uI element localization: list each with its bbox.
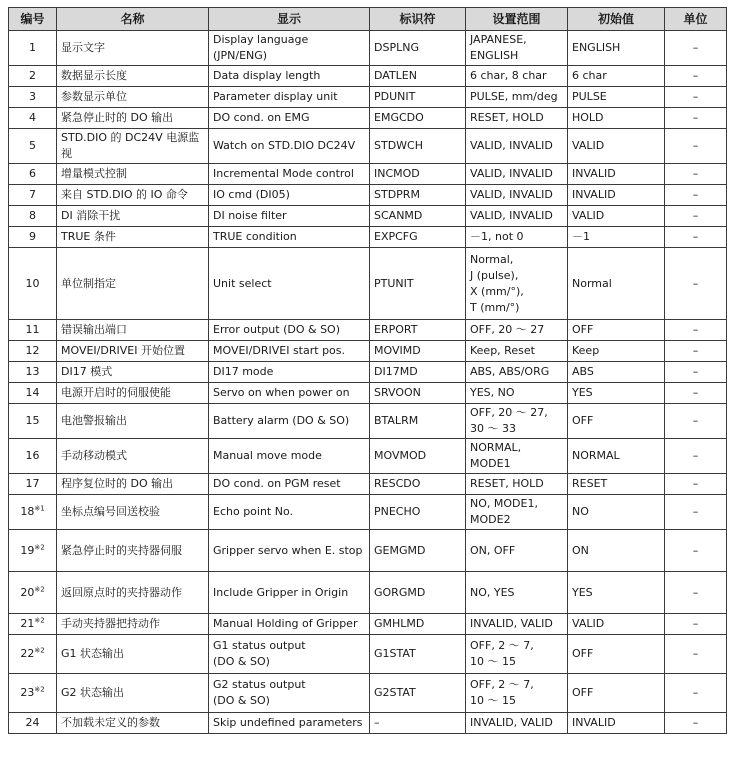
row-footnote-mark: ※1 [34, 504, 45, 513]
row-unit: – [665, 341, 727, 362]
row-setting-range [466, 635, 568, 674]
row-display: Echo point No. [209, 495, 370, 530]
row-setting-range: NO, YES [466, 572, 568, 614]
row-number-value: 12 [25, 344, 40, 357]
row-number-value: 8 [29, 209, 36, 222]
row-number-value: 17 [25, 477, 40, 490]
row-initial-value: RESET [568, 474, 665, 495]
row-initial-value: ENGLISH [568, 31, 665, 66]
row-setting-range: RESET, HOLD [466, 474, 568, 495]
row-setting-range: ON, OFF [466, 530, 568, 572]
row-initial-value: INVALID [568, 164, 665, 185]
row-display: DO cond. on EMG [209, 108, 370, 129]
row-setting-range-line: 30 ～ 33 [470, 422, 516, 435]
row-display-line: (DO & SO) [213, 655, 270, 668]
row-number-value: 21 [20, 617, 35, 630]
table-row [9, 164, 727, 185]
table-row [9, 674, 727, 713]
row-setting-range: VALID, INVALID [466, 164, 568, 185]
row-number-value: 13 [25, 365, 40, 378]
row-setting-range: INVALID, VALID [466, 713, 568, 734]
row-unit: – [665, 383, 727, 404]
row-number-value: 14 [25, 386, 40, 399]
row-setting-range: YES, NO [466, 383, 568, 404]
row-initial-value: Normal [568, 248, 665, 320]
table-row [9, 341, 727, 362]
row-unit: – [665, 164, 727, 185]
row-number-value: 6 [29, 167, 36, 180]
table-row [9, 227, 727, 248]
row-identifier: EXPCFG [370, 227, 466, 248]
table-row [9, 108, 727, 129]
row-number [9, 362, 57, 383]
row-identifier: GORGMD [370, 572, 466, 614]
row-footnote-mark: ※2 [34, 616, 45, 625]
table-row [9, 635, 727, 674]
row-number-value: 4 [29, 111, 36, 124]
row-setting-range: RESET, HOLD [466, 108, 568, 129]
row-unit: – [665, 713, 727, 734]
row-name: 显示文字 [57, 31, 209, 66]
row-unit: – [665, 674, 727, 713]
row-identifier: MOVIMD [370, 341, 466, 362]
row-number-value: 3 [29, 90, 36, 103]
row-identifier: BTALRM [370, 404, 466, 439]
row-footnote-mark: ※2 [34, 646, 45, 655]
table-body [9, 31, 727, 734]
row-display: Battery alarm (DO & SO) [209, 404, 370, 439]
row-initial-value: ABS [568, 362, 665, 383]
row-initial-value: OFF [568, 320, 665, 341]
row-unit: – [665, 530, 727, 572]
row-name: DI 消除干扰 [57, 206, 209, 227]
table-header-row [9, 8, 727, 31]
row-number [9, 383, 57, 404]
row-setting-range-line: NO, MODE1, [470, 497, 538, 510]
table-row [9, 185, 727, 206]
row-initial-value: YES [568, 383, 665, 404]
row-setting-range: VALID, INVALID [466, 185, 568, 206]
row-unit: – [665, 248, 727, 320]
row-display: Include Gripper in Origin [209, 572, 370, 614]
row-initial-value: VALID [568, 206, 665, 227]
table-row [9, 404, 727, 439]
row-unit: – [665, 185, 727, 206]
row-name: 手动夹持器把持动作 [57, 614, 209, 635]
row-identifier: GMHLMD [370, 614, 466, 635]
row-unit: – [665, 227, 727, 248]
row-number-value: 18 [20, 505, 35, 518]
row-initial-value: OFF [568, 404, 665, 439]
header-setting-range: 设置范围 [466, 8, 568, 31]
row-display-line: G1 status output [213, 639, 306, 652]
row-unit: – [665, 439, 727, 474]
row-number [9, 185, 57, 206]
row-setting-range-line: MODE1 [470, 457, 511, 470]
row-number-value: 15 [25, 414, 40, 427]
row-name: TRUE 条件 [57, 227, 209, 248]
row-identifier: PTUNIT [370, 248, 466, 320]
row-unit: – [665, 495, 727, 530]
row-name: G1 状态输出 [57, 635, 209, 674]
row-unit: – [665, 635, 727, 674]
row-number-value: 7 [29, 188, 36, 201]
row-number [9, 164, 57, 185]
row-number [9, 530, 57, 572]
row-setting-range-line: NORMAL, [470, 441, 522, 454]
row-identifier: ERPORT [370, 320, 466, 341]
row-display: Error output (DO & SO) [209, 320, 370, 341]
row-setting-range-line: X (mm/°), [470, 284, 524, 298]
row-setting-range-line: OFF, 20 ～ 27, [470, 406, 548, 419]
row-display: DI noise filter [209, 206, 370, 227]
row-setting-range [466, 248, 568, 320]
row-name: 紧急停止时的夹持器伺服 [57, 530, 209, 572]
row-unit: – [665, 404, 727, 439]
row-number [9, 614, 57, 635]
row-unit: – [665, 474, 727, 495]
row-identifier: SCANMD [370, 206, 466, 227]
row-number [9, 572, 57, 614]
row-name: STD.DIO 的 DC24V 电源监视 [57, 129, 209, 164]
row-number [9, 87, 57, 108]
row-display: Data display length [209, 66, 370, 87]
row-setting-range-line: J (pulse), [470, 268, 519, 282]
row-initial-value: YES [568, 572, 665, 614]
table-row [9, 713, 727, 734]
row-display: Watch on STD.DIO DC24V [209, 129, 370, 164]
row-setting-range [466, 439, 568, 474]
row-name: 手动移动模式 [57, 439, 209, 474]
row-setting-range: PULSE, mm/deg [466, 87, 568, 108]
row-initial-value: ON [568, 530, 665, 572]
row-number [9, 495, 57, 530]
row-identifier: PNECHO [370, 495, 466, 530]
row-identifier: G2STAT [370, 674, 466, 713]
row-setting-range: 6 char, 8 char [466, 66, 568, 87]
row-initial-value: OFF [568, 635, 665, 674]
row-number [9, 320, 57, 341]
row-display: IO cmd (DI05) [209, 185, 370, 206]
row-setting-range: INVALID, VALID [466, 614, 568, 635]
row-number [9, 248, 57, 320]
table-row [9, 31, 727, 66]
row-initial-value: －1 [568, 227, 665, 248]
row-setting-range [466, 674, 568, 713]
row-display: Manual Holding of Gripper [209, 614, 370, 635]
header-unit: 单位 [665, 8, 727, 31]
row-setting-range-line: 10 ～ 15 [470, 694, 516, 707]
row-identifier: G1STAT [370, 635, 466, 674]
row-display: Parameter display unit [209, 87, 370, 108]
row-identifier: DSPLNG [370, 31, 466, 66]
row-number [9, 674, 57, 713]
row-setting-range-line: T (mm/°) [470, 300, 520, 314]
row-unit: – [665, 87, 727, 108]
row-setting-range-line: OFF, 2 ～ 7, [470, 678, 534, 691]
table-row [9, 614, 727, 635]
row-identifier: DATLEN [370, 66, 466, 87]
row-setting-range [466, 404, 568, 439]
parameter-table-container [8, 7, 726, 734]
row-setting-range: OFF, 20 ～ 27 [466, 320, 568, 341]
row-name: 不加载未定义的参数 [57, 713, 209, 734]
row-initial-value: NO [568, 495, 665, 530]
row-number-value: 24 [25, 716, 40, 729]
row-setting-range: Keep, Reset [466, 341, 568, 362]
row-unit: – [665, 572, 727, 614]
row-number [9, 108, 57, 129]
row-display: TRUE condition [209, 227, 370, 248]
row-number-value: 11 [25, 323, 40, 336]
row-number-value: 9 [29, 230, 36, 243]
table-row [9, 495, 727, 530]
row-number [9, 31, 57, 66]
row-identifier: DI17MD [370, 362, 466, 383]
row-identifier: – [370, 713, 466, 734]
table-row [9, 474, 727, 495]
row-number-value: 2 [29, 69, 36, 82]
row-number [9, 66, 57, 87]
row-number [9, 129, 57, 164]
row-name: G2 状态输出 [57, 674, 209, 713]
row-number-value: 22 [20, 647, 35, 660]
row-identifier: SRVOON [370, 383, 466, 404]
row-unit: – [665, 206, 727, 227]
row-name: MOVEI/DRIVEI 开始位置 [57, 341, 209, 362]
row-display: Manual move mode [209, 439, 370, 474]
row-identifier: GEMGMD [370, 530, 466, 572]
row-footnote-mark: ※2 [34, 542, 45, 551]
header-display: 显示 [209, 8, 370, 31]
row-number [9, 635, 57, 674]
row-initial-value: OFF [568, 674, 665, 713]
row-name: 来自 STD.DIO 的 IO 命令 [57, 185, 209, 206]
row-setting-range: VALID, INVALID [466, 206, 568, 227]
row-initial-value: 6 char [568, 66, 665, 87]
row-unit: – [665, 614, 727, 635]
row-display: Unit select [209, 248, 370, 320]
table-row [9, 362, 727, 383]
row-identifier: MOVMOD [370, 439, 466, 474]
row-identifier: INCMOD [370, 164, 466, 185]
row-identifier: EMGCDO [370, 108, 466, 129]
row-setting-range-line: OFF, 2 ～ 7, [470, 639, 534, 652]
header-number: 编号 [9, 8, 57, 31]
row-unit: – [665, 362, 727, 383]
row-setting-range-line: 10 ～ 15 [470, 655, 516, 668]
row-display: Incremental Mode control [209, 164, 370, 185]
row-display [209, 635, 370, 674]
row-number-value: 10 [25, 276, 40, 290]
row-unit: – [665, 320, 727, 341]
row-setting-range: ABS, ABS/ORG [466, 362, 568, 383]
row-unit: – [665, 66, 727, 87]
row-display: MOVEI/DRIVEI start pos. [209, 341, 370, 362]
row-initial-value: VALID [568, 614, 665, 635]
row-number-value: 20 [20, 585, 35, 599]
row-number-value: 16 [25, 449, 40, 462]
table-row [9, 439, 727, 474]
row-number [9, 404, 57, 439]
row-initial-value: Keep [568, 341, 665, 362]
row-setting-range-line: Normal, [470, 252, 514, 266]
table-row [9, 206, 727, 227]
row-name: 电源开启时的伺服使能 [57, 383, 209, 404]
row-name: 单位制指定 [57, 248, 209, 320]
row-identifier: RESCDO [370, 474, 466, 495]
row-display-line: (DO & SO) [213, 694, 270, 707]
row-name: 坐标点编号回送校验 [57, 495, 209, 530]
row-display: Skip undefined parameters [209, 713, 370, 734]
header-initial-value: 初始值 [568, 8, 665, 31]
row-setting-range-line: MODE2 [470, 513, 511, 526]
row-setting-range: －1, not 0 [466, 227, 568, 248]
row-initial-value: INVALID [568, 713, 665, 734]
table-row [9, 129, 727, 164]
table-row [9, 248, 727, 320]
table-row [9, 87, 727, 108]
row-number [9, 713, 57, 734]
row-unit: – [665, 108, 727, 129]
row-unit: – [665, 129, 727, 164]
row-initial-value: PULSE [568, 87, 665, 108]
row-number [9, 206, 57, 227]
row-name: 紧急停止时的 DO 输出 [57, 108, 209, 129]
row-display-line: G2 status output [213, 678, 306, 691]
row-number [9, 439, 57, 474]
row-number [9, 474, 57, 495]
row-name: 错误输出端口 [57, 320, 209, 341]
row-identifier: STDPRM [370, 185, 466, 206]
row-initial-value: VALID [568, 129, 665, 164]
table-row [9, 530, 727, 572]
row-setting-range: VALID, INVALID [466, 129, 568, 164]
row-number [9, 227, 57, 248]
table-row [9, 66, 727, 87]
row-number-value: 1 [29, 41, 36, 54]
header-identifier: 标识符 [370, 8, 466, 31]
row-name: 返回原点时的夹持器动作 [57, 572, 209, 614]
row-name: 增量模式控制 [57, 164, 209, 185]
row-initial-value: HOLD [568, 108, 665, 129]
row-setting-range [466, 495, 568, 530]
row-number [9, 341, 57, 362]
row-display: Gripper servo when E. stop [209, 530, 370, 572]
parameter-table [8, 7, 727, 734]
row-name: 电池警报输出 [57, 404, 209, 439]
row-display: Display language (JPN/ENG) [209, 31, 370, 66]
table-row [9, 320, 727, 341]
row-unit: – [665, 31, 727, 66]
row-number-value: 23 [20, 686, 35, 699]
row-number-value: 19 [20, 543, 35, 557]
row-display: Servo on when power on [209, 383, 370, 404]
row-name: 数据显示长度 [57, 66, 209, 87]
row-display: DO cond. on PGM reset [209, 474, 370, 495]
row-display: DI17 mode [209, 362, 370, 383]
row-initial-value: INVALID [568, 185, 665, 206]
table-row [9, 383, 727, 404]
row-identifier: STDWCH [370, 129, 466, 164]
row-name: 参数显示单位 [57, 87, 209, 108]
row-footnote-mark: ※2 [34, 584, 45, 593]
row-setting-range: JAPANESE, ENGLISH [466, 31, 568, 66]
header-name: 名称 [57, 8, 209, 31]
row-name: DI17 模式 [57, 362, 209, 383]
row-footnote-mark: ※2 [34, 685, 45, 694]
row-initial-value: NORMAL [568, 439, 665, 474]
row-name: 程序复位时的 DO 输出 [57, 474, 209, 495]
table-row [9, 572, 727, 614]
row-display [209, 674, 370, 713]
row-number-value: 5 [29, 139, 36, 152]
row-identifier: PDUNIT [370, 87, 466, 108]
